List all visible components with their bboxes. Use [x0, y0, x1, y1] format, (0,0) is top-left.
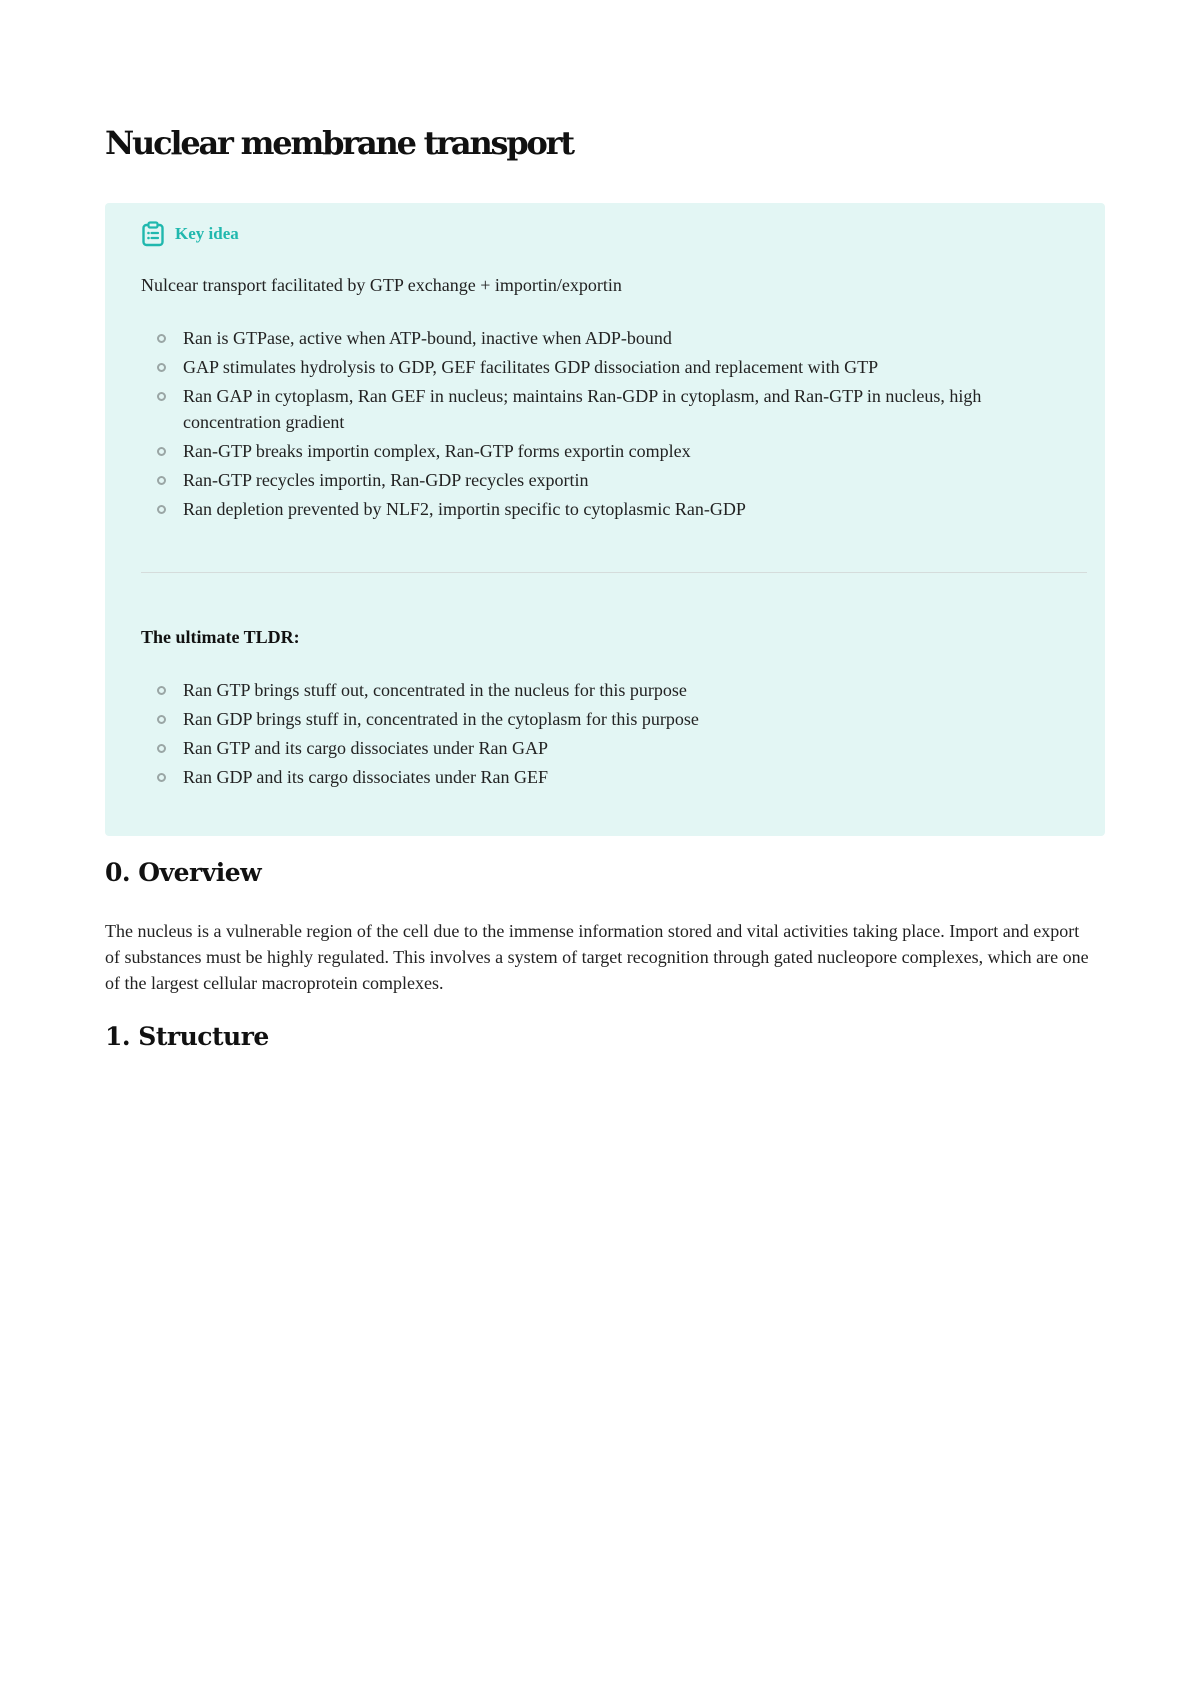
- callout-header: [141, 221, 239, 247]
- callout-divider: [141, 572, 1087, 573]
- list-item: GAP stimulates hydrolysis to GDP, GEF facilitates GDP dissociation and replacement with GTP: [141, 354, 1081, 380]
- list-item: Ran is GTPase, active when ATP-bound, inactive when ADP-bound: [141, 325, 1081, 351]
- list-item: Ran GTP brings stuff out, concentrated in the nucleus for this purpose: [141, 677, 1081, 703]
- page-title: Nuclear membrane transport: [105, 124, 573, 162]
- tldr-bullet-list: [141, 677, 1081, 793]
- list-item: Ran depletion prevented by NLF2, importin specific to cytoplasmic Ran-GDP: [141, 496, 1081, 522]
- callout-lead-text: Nulcear transport facilitated by GTP exchange + importin/exportin: [141, 275, 622, 295]
- key-idea-callout: [105, 203, 1105, 836]
- key-idea-bullet-list: [141, 325, 1081, 525]
- list-item: Ran GTP and its cargo dissociates under Ran GAP: [141, 735, 1081, 761]
- clipboard-list-icon: [141, 221, 165, 247]
- callout-title: Key idea: [175, 224, 239, 243]
- list-item: Ran GAP in cytoplasm, Ran GEF in nucleus; maintains Ran-GDP in cytoplasm, and Ran-GTP in nucleus, high concentration gradient: [141, 383, 1081, 435]
- list-item: Ran-GTP breaks importin complex, Ran-GTP forms exportin complex: [141, 438, 1081, 464]
- tldr-label: The ultimate TLDR:: [141, 627, 300, 647]
- section-heading-overview: 0. Overview: [105, 858, 262, 887]
- list-item: Ran GDP brings stuff in, concentrated in the cytoplasm for this purpose: [141, 706, 1081, 732]
- list-item: Ran GDP and its cargo dissociates under Ran GEF: [141, 764, 1081, 790]
- section-heading-structure: 1. Structure: [105, 1022, 269, 1051]
- overview-paragraph: The nucleus is a vulnerable region of the cell due to the immense information stored and vital activities taking place. Import and export of substances must be highly regulated. This involves a system of target recognition through gated nucleopore complexes, which are one of the largest cellular macroprotein complexes.: [105, 921, 1089, 993]
- list-item: Ran-GTP recycles importin, Ran-GDP recycles exportin: [141, 467, 1081, 493]
